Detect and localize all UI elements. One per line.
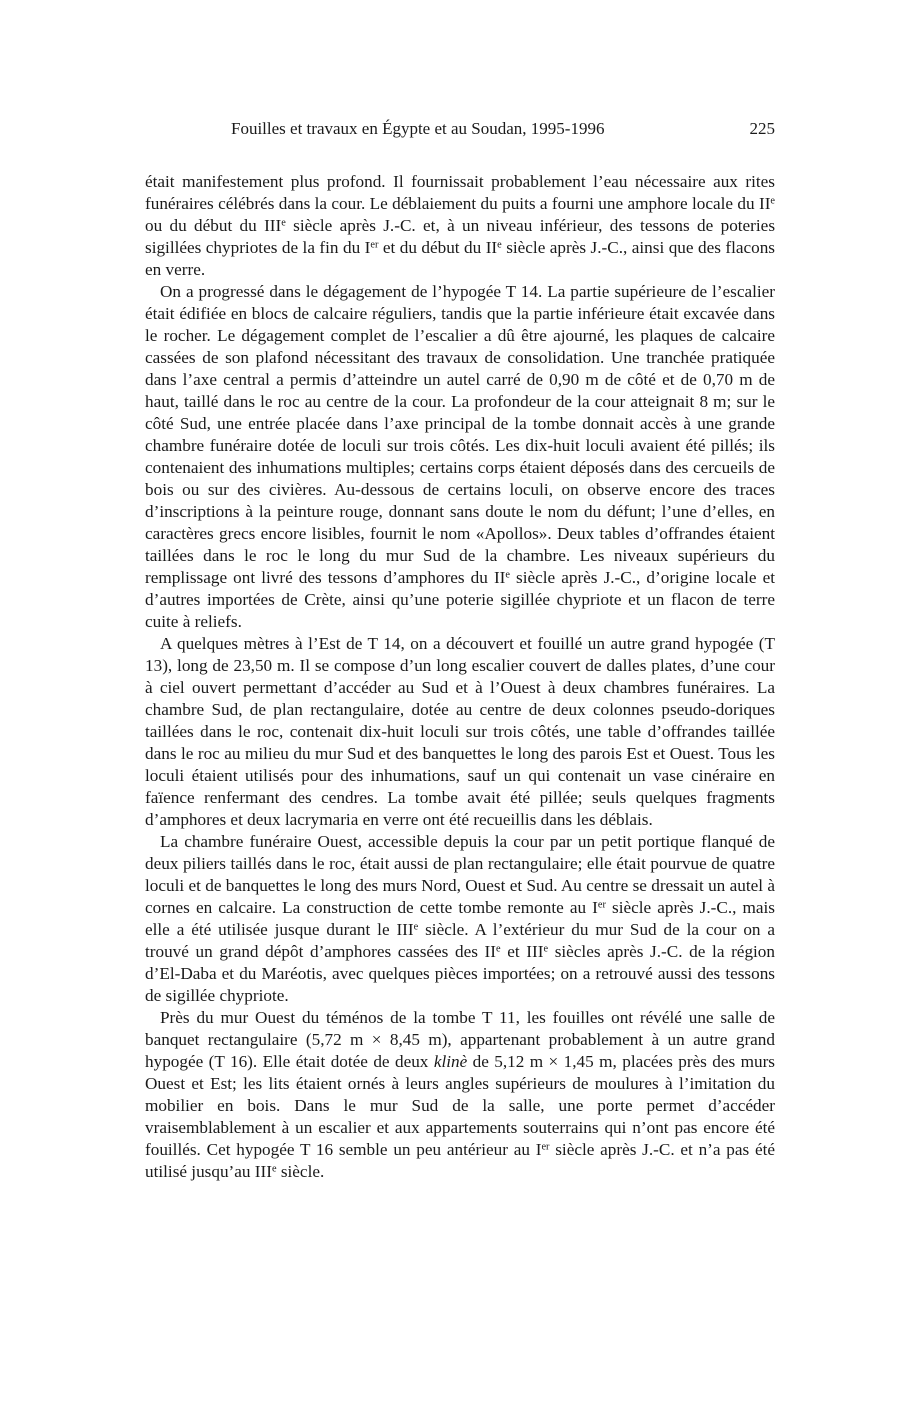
paragraph-2: On a progressé dans le dégagement de l’hypogée T 14. La partie supérieure de l’escalier était édifiée en blocs de calcaire réguliers, tandis que la partie inférieure était excavée dans le rocher. Le dégagement complet de l’escalier a dû être ajourné, les plaques de calcaire cassées de son plafond nécessitant des travaux de consolidation. Une tranchée pratiquée dans l’axe central a permis d’atteindre un autel carré de 0,90 m de côté et de 0,70 m de haut, taillé dans le roc au centre de la cour. La profondeur de la cour atteignait 8 m; sur le côté Sud, une entrée placée dans l’axe principal de la tombe donnait accès à une grande chambre funéraire dotée de loculi sur trois côtés. Les dix-huit loculi avaient été pillés; ils contenaient des inhumations multiples; certains corps étaient déposés dans des cercueils de bois ou sur des civières. Au-dessous de certains loculi, on observe encore des traces d’inscriptions à la peinture rouge, donnant sans doute le nom du défunt; l’une d’elles, en caractères grecs encore lisibles, fournit le nom «Apollos». Deux tables d’offrandes étaient taillées dans le roc le long du mur Sud de la chambre. Les niveaux supérieurs du remplissage ont livré des tessons d’amphores du IIe siècle après J.-C., d’origine locale et d’autres importées de Crète, ainsi qu’une poterie sigillée chypriote et un flacon de terre cuite à reliefs.: [145, 282, 775, 631]
running-head: [145, 118, 775, 140]
paragraph-1: était manifestement plus profond. Il fournissait probablement l’eau nécessaire aux rites funéraires célébrés dans la cour. Le déblaiement du puits a fourni une amphore locale du IIe ou du début du IIIe siècle après J.-C. et, à un niveau inférieur, des tessons de poteries sigillées chypriotes de la fin du Ier et du début du IIe siècle après J.-C., ainsi que des flacons en verre.: [145, 172, 776, 279]
page-number: 225: [749, 119, 775, 138]
body-text: [145, 171, 775, 1183]
paragraph-5: Près du mur Ouest du téménos de la tombe T 11, les fouilles ont révélé une salle de banquet rectangulaire (5,72 m × 8,45 m), appartenant probablement à un autre grand hypogée (T 16). Elle était dotée de deux klinè de 5,12 m × 1,45 m, placées près des murs Ouest et Est; les lits étaient ornés à leurs angles supérieurs de moulures à l’imitation du mobilier en bois. Dans le mur Sud de la salle, une porte permet d’accéder vraisemblablement à un escalier et aux appartements souterrains qui n’ont pas encore été fouillés. Cet hypogée T 16 semble un peu antérieur au Ier siècle après J.-C. et n’a pas été utilisé jusqu’au IIIe siècle.: [145, 1008, 776, 1181]
paragraph-4: La chambre funéraire Ouest, accessible depuis la cour par un petit portique flanqué de deux piliers taillés dans le roc, était aussi de plan rectangulaire; elle était pourvue de quatre loculi et de banquettes le long des murs Nord, Ouest et Sud. Au centre se dressait un autel à cornes en calcaire. La construction de cette tombe remonte au Ier siècle après J.-C., mais elle a été utilisée jusque durant le IIIe siècle. A l’extérieur du mur Sud de la cour on a trouvé un grand dépôt d’amphores cassées des IIe et IIIe siècles après J.-C. de la région d’El-Daba et du Maréotis, avec quelques pièces importées; on a retrouvé aussi des tessons de sigillée chypriote.: [145, 832, 776, 1005]
paragraph-3: A quelques mètres à l’Est de T 14, on a découvert et fouillé un autre grand hypogée (T 13), long de 23,50 m. Il se compose d’un long escalier couvert de dalles plates, d’une cour à ciel ouvert permettant d’accéder au Sud et à l’Ouest à deux chambres funéraires. La chambre Sud, de plan rectangulaire, dotée au centre de deux colonnes pseudo-doriques taillées dans le roc, contenait dix-huit loculi sur trois côtés, une table d’offrandes taillée dans le roc au milieu du mur Sud et des banquettes le long des parois Est et Ouest. Tous les loculi étaient utilisés pour des inhumations, sauf un qui contenait un vase cinéraire en faïence renfermant des cendres. La tombe avait été pillée; seuls quelques fragments d’amphores et deux lacrymaria en verre ont été recueillis dans les déblais.: [145, 634, 775, 829]
running-title: Fouilles et travaux en Égypte et au Soudan, 1995-1996: [231, 119, 605, 138]
